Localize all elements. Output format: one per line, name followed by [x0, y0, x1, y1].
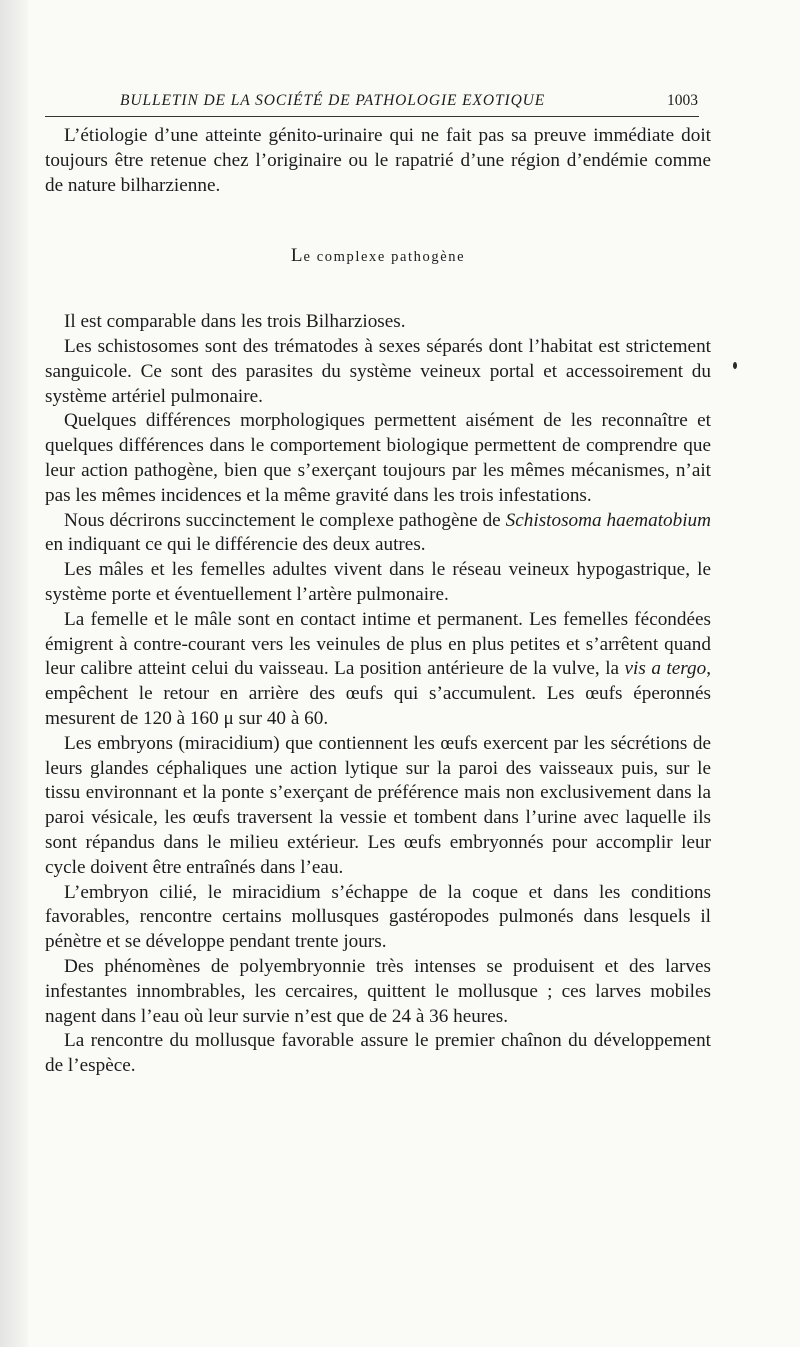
section-heading [45, 244, 711, 270]
header-rule [45, 116, 699, 117]
paragraph-5: Les mâles et les femelles adultes vivent dans le réseau veineux hypogastrique, le système porte et éventuellement l’artère pulmonaire. [45, 559, 711, 605]
paragraph-2: Les schistosomes sont des trématodes à sexes séparés dont l’habitat est strictement sanguicole. Ce sont des parasites du système veineux portal et accessoirement du système artériel pulmonaire. [45, 335, 711, 407]
latin-term: vis a tergo [624, 658, 707, 680]
section-heading-initial: L [290, 245, 304, 267]
paragraph-1: Il est comparable dans les trois Bilharzioses. [64, 311, 406, 333]
paragraph-4 [45, 509, 711, 559]
ink-speck [733, 362, 737, 369]
paragraph-10: La rencontre du mollusque favorable assure le premier chaînon du développement de l’espèce. [45, 1030, 711, 1077]
paragraph-4-text-b: en indiquant ce qui le différencie des deux autres. [45, 534, 426, 556]
paragraph-3: Quelques différences morphologiques permettent aisément de les reconnaître et quelques différences dans le comportement biologique permettent de comprendre que leur action pathogène, bien que s’exerçant toujours par les mêmes mécanismes, n’ait pas les mêmes incidences et la même gravité dans les trois infestations. [45, 410, 711, 506]
species-name: Schistosoma haematobium [505, 509, 711, 531]
paragraph-4-text-a: Nous décrirons succinctement le complexe pathogène de [64, 509, 506, 531]
intro-paragraph: L’étiologie d’une atteinte génito-urinaire qui ne fait pas sa preuve immédiate doit toujours être retenue chez l’originaire ou le rapatrié d’une région d’endémie comme de nature bilharzienne. [45, 125, 711, 196]
paragraph-6 [45, 608, 711, 732]
paragraph-9: Des phénomènes de polyembryonnie très intenses se produisent et des larves infestantes innombrables, les cercaires, quittent le mollusque ; ces larves mobiles nagent dans l’eau où leur survie n’est que de 24 à 36 heures. [45, 955, 711, 1027]
paragraph-6-text-a: La femelle et le mâle sont en contact intime et permanent. Les femelles fécondées émigrent à contre-courant vers les veinules de plus en plus petites et s’arrêtent quand leur calibre atteint celui du vaisseau. La position antérieure de la vulve, la [45, 608, 711, 680]
journal-title: BULLETIN DE LA SOCIÉTÉ DE PATHOLOGIE EXOTIQUE [120, 92, 546, 109]
paragraph-6-text-b: , empêchent le retour en arrière des œufs qui s’accumulent. Les œufs éperonnés mesurent de 120 à 160 μ sur 40 à 60. [45, 658, 711, 729]
article-body [45, 124, 711, 1079]
page-number: 1003 [667, 92, 698, 109]
paragraph-7: Les embryons (miracidium) que contiennent les œufs exercent par les sécrétions de leurs glandes céphaliques une action lytique sur la paroi des vaisseaux puis, sur le tissu environnant et la ponte s’exerçant de préférence mais non exclusivement dans la paroi vésicale, les œufs traversent la vessie et tombent dans l’urine avec laquelle ils sont répandus dans le milieu extérieur. Les œufs embryonnés pour accomplir leur cycle doivent être entraînés dans l’eau. [45, 732, 711, 878]
paragraph-8: L’embryon cilié, le miracidium s’échappe de la coque et dans les conditions favorables, rencontre certains mollusques gastéropodes pulmonés dans lesquels il pénètre et se développe pendant trente jours. [45, 881, 711, 953]
page-edge-shadow [0, 0, 28, 1347]
section-heading-rest: e complexe pathogène [303, 249, 466, 266]
running-head [120, 88, 698, 114]
